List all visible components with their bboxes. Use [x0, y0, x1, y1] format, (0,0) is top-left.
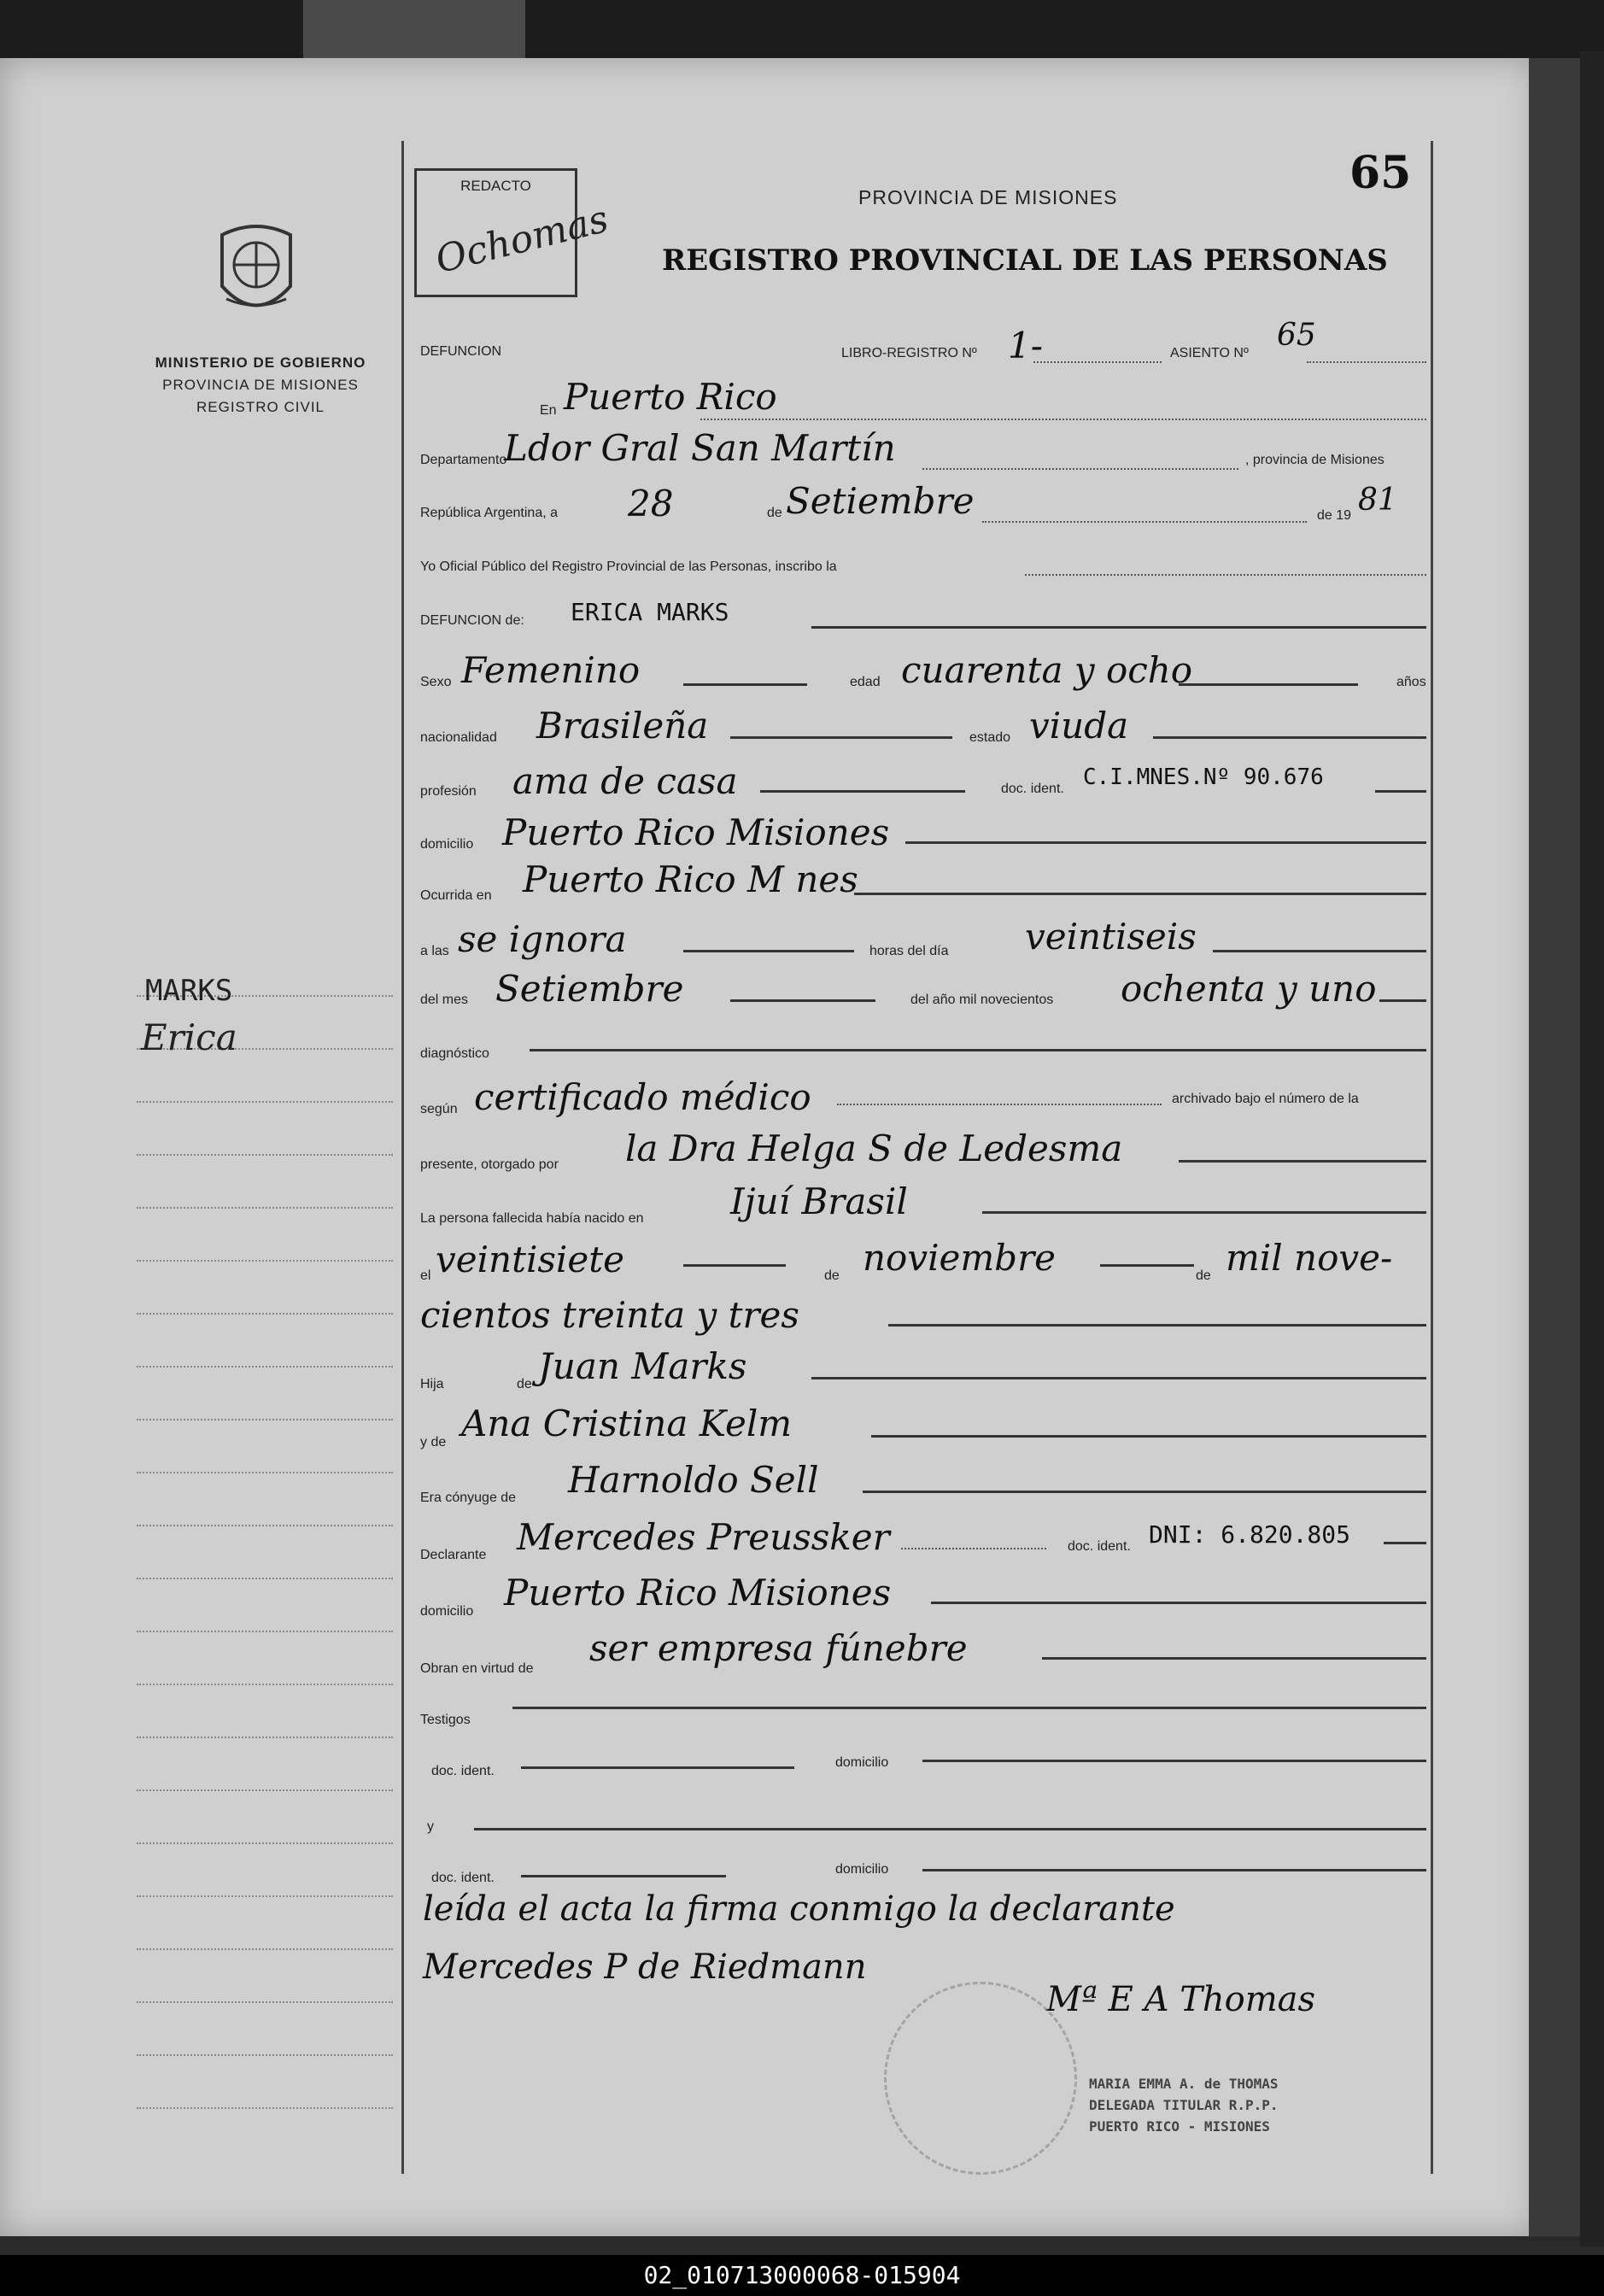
declarante-dom-label: domicilio: [420, 1604, 474, 1619]
registry-heading: REGISTRO PROVINCIAL DE LAS PERSONAS: [662, 243, 1388, 278]
defuncion-de-line: [811, 626, 1426, 629]
domicilio-line: [905, 841, 1426, 844]
asiento-label: ASIENTO Nº: [1170, 346, 1249, 360]
declarante-doc-value: DNI: 6.820.805: [1149, 1520, 1351, 1549]
libro-label: LIBRO-REGISTRO Nº: [841, 346, 977, 360]
margin-rule: [137, 1842, 393, 1844]
en-value: Puerto Rico: [564, 376, 777, 418]
ministry-line: MINISTERIO DE GOBIERNO: [155, 354, 366, 371]
image-id-footer: 02_010713000068-015904: [0, 2255, 1604, 2296]
ocurrida-label: Ocurrida en: [420, 888, 492, 903]
declarante-dom-line: [931, 1602, 1426, 1604]
margin-rule: [137, 1366, 393, 1368]
margin-rule: [137, 1154, 393, 1156]
departamento-line: [922, 468, 1238, 470]
province-line: PROVINCIA DE MISIONES: [162, 377, 359, 393]
redacto-box: [414, 168, 613, 297]
domicilio-value: Puerto Rico Misiones: [502, 811, 890, 853]
a-las-label: a las: [420, 944, 449, 958]
en-label: En: [540, 403, 557, 418]
right-edge: [1580, 51, 1604, 2246]
en-line: [700, 419, 1426, 420]
y-de-value: Ana Cristina Kelm: [461, 1403, 793, 1444]
horas-value: veintiseis: [1025, 916, 1197, 958]
doc-ident-label: doc. ident.: [1001, 782, 1064, 796]
de2-label: de: [824, 1268, 840, 1283]
presente-line: [1179, 1160, 1426, 1163]
margin-rule: [137, 1313, 393, 1315]
republica-label: República Argentina, a: [420, 506, 558, 520]
del-anio-label: del año mil novecientos: [910, 993, 1054, 1007]
de-label: de: [767, 506, 782, 520]
testigo1-dom-label: domicilio: [835, 1755, 889, 1770]
continuation-value: cientos treinta y tres: [420, 1294, 799, 1336]
hija-value: Juan Marks: [538, 1345, 747, 1387]
conyuge-label: Era cónyuge de: [420, 1491, 517, 1505]
del-mes-label: del mes: [420, 993, 469, 1007]
book-spine: [1529, 58, 1580, 2236]
ocurrida-line: [854, 893, 1426, 895]
declarante-label: Declarante: [420, 1548, 487, 1562]
ministry-block: [128, 352, 393, 419]
margin-rule: [137, 1525, 393, 1526]
nacido-value: Ijuí Brasil: [730, 1180, 908, 1222]
margin-rule: [137, 1207, 393, 1209]
conyuge-line: [863, 1491, 1426, 1493]
asiento-line: [1307, 361, 1426, 363]
defuncion-label: DEFUNCION: [420, 344, 502, 359]
de3-value: mil nove-: [1226, 1237, 1393, 1279]
presente-label: presente, otorgado por: [420, 1157, 559, 1172]
mes-value: Setiembre: [786, 480, 975, 522]
y-de-label: y de: [420, 1435, 447, 1450]
hija-label: Hija: [420, 1377, 444, 1391]
margin-rule: [137, 1472, 393, 1473]
del-anio-line: [1379, 999, 1426, 1002]
edad-label: edad: [850, 675, 881, 689]
horas-line: [1213, 950, 1426, 952]
estado-label: estado: [969, 730, 1011, 745]
stamp-line2: DELEGADA TITULAR R.P.P.: [1089, 2097, 1279, 2113]
official-seal-icon: [884, 1982, 1077, 2175]
margin-rule: [137, 1101, 393, 1103]
margin-rule: [137, 1419, 393, 1420]
archivado-label: archivado bajo el número de la: [1172, 1092, 1359, 1106]
declarante-doc-line: [1384, 1542, 1426, 1544]
diagnostico-label: diagnóstico: [420, 1046, 489, 1061]
margin-rule: [137, 2107, 393, 2109]
departamento-value: Ldor Gral San Martín: [504, 427, 896, 469]
segun-label: según: [420, 1102, 458, 1116]
province-heading: PROVINCIA DE MISIONES: [858, 186, 1118, 208]
segun-line: [837, 1104, 1162, 1105]
anio-value: 81: [1358, 483, 1397, 518]
oficial-text: Yo Oficial Público del Registro Provincial de las Personas, inscribo la: [420, 559, 837, 574]
de3-label: de: [1196, 1268, 1211, 1283]
horas-label: horas del día: [869, 944, 949, 958]
testigo1-doc-line: [521, 1766, 794, 1769]
edad-value: cuarenta y ocho: [901, 649, 1193, 691]
diagnostico-line: [530, 1049, 1426, 1051]
profesion-value: ama de casa: [512, 760, 738, 802]
asiento-value: 65: [1277, 318, 1316, 353]
nacionalidad-line: [730, 736, 952, 739]
doc-ident-line: [1375, 790, 1426, 793]
conyuge-value: Harnoldo Sell: [568, 1459, 819, 1501]
de2-line: [1100, 1264, 1194, 1267]
continuation-line: [888, 1324, 1426, 1327]
hija-line: [811, 1377, 1426, 1379]
margin-rule: [137, 1895, 393, 1897]
y-de-line: [871, 1435, 1426, 1438]
anos-label: años: [1396, 675, 1426, 689]
declarante-signature: Mercedes P de Riedmann: [423, 1948, 867, 1987]
defuncion-de-value: ERICA MARKS: [571, 598, 729, 626]
redacto-label: REDACTO: [460, 178, 531, 194]
doc-ident-value: C.I.MNES.Nº 90.676: [1083, 764, 1324, 790]
estado-line: [1153, 736, 1426, 739]
margin-rule: [137, 1684, 393, 1685]
sexo-value: Femenino: [461, 649, 641, 691]
stamp-line1: MARIA EMMA A. de THOMAS: [1089, 2076, 1279, 2092]
official-signature: Mª E A Thomas: [1046, 1980, 1316, 2019]
y-label: y: [427, 1819, 434, 1834]
margin-rule: [137, 1631, 393, 1632]
testigo2-dom-line: [922, 1869, 1426, 1871]
a-las-line: [683, 950, 854, 952]
declarante-dom-value: Puerto Rico Misiones: [504, 1572, 892, 1614]
testigo2-doc-line: [521, 1875, 726, 1877]
testigo1-dom-line: [922, 1760, 1426, 1762]
obran-value: ser empresa fúnebre: [589, 1627, 968, 1669]
nacido-label: La persona fallecida había nacido en: [420, 1211, 644, 1226]
margin-rule: [137, 1578, 393, 1579]
margin-rule: [137, 2001, 393, 2003]
redacto-signature: Ochomas: [430, 196, 613, 283]
ocurrida-value: Puerto Rico M nes: [523, 858, 858, 900]
el-line: [683, 1264, 786, 1267]
testigo2-doc-label: doc. ident.: [431, 1871, 495, 1885]
nacionalidad-value: Brasileña: [536, 705, 709, 747]
profesion-label: profesión: [420, 784, 477, 799]
presente-value: la Dra Helga S de Ledesma: [625, 1128, 1123, 1169]
left-rule: [401, 141, 404, 2174]
nacionalidad-label: nacionalidad: [420, 730, 497, 745]
libro-value: 1-: [1008, 325, 1043, 366]
margin-surname: MARKS: [145, 974, 233, 1008]
obran-line: [1042, 1657, 1426, 1660]
segun-value: certificado médico: [474, 1076, 811, 1118]
del-mes-line: [730, 999, 875, 1002]
declarante-doc-label: doc. ident.: [1068, 1539, 1131, 1554]
testigo2-dom-label: domicilio: [835, 1862, 889, 1877]
a-las-value: se ignora: [458, 918, 627, 960]
profesion-line: [760, 790, 965, 793]
margin-rule: [137, 1789, 393, 1791]
sexo-line: [683, 683, 807, 686]
oficial-line: [1025, 574, 1426, 576]
departamento-label: Departamento: [420, 453, 507, 467]
el-label: el: [420, 1268, 431, 1283]
defuncion-de-label: DEFUNCION de:: [420, 613, 524, 628]
page-number: 65: [1349, 147, 1412, 199]
margin-rule: [137, 1260, 393, 1262]
dia-value: 28: [628, 483, 674, 524]
margin-rule: [137, 1737, 393, 1738]
nacido-line: [982, 1211, 1426, 1214]
y-line: [474, 1828, 1426, 1830]
testigos-line: [512, 1707, 1426, 1709]
right-rule: [1431, 141, 1433, 2174]
el-value: veintisiete: [436, 1239, 624, 1280]
edad-line: [1179, 683, 1358, 686]
libro-line: [1033, 361, 1162, 363]
provincia-suffix: , provincia de Misiones: [1245, 453, 1384, 467]
sexo-label: Sexo: [420, 675, 452, 689]
leida-text: leída el acta la firma conmigo la declarante: [423, 1889, 1175, 1929]
margin-rule: [137, 1948, 393, 1950]
testigo1-doc-label: doc. ident.: [431, 1764, 495, 1778]
de-don-label: de: [517, 1377, 532, 1391]
mes-line: [982, 521, 1307, 523]
obran-label: Obran en virtud de: [420, 1661, 534, 1676]
testigos-label: Testigos: [420, 1713, 471, 1727]
margin-given-name: Erica: [141, 1016, 237, 1058]
de2-value: noviembre: [863, 1237, 1056, 1279]
book-edge: [303, 0, 525, 60]
domicilio-label: domicilio: [420, 837, 474, 852]
anio-label: de 19: [1317, 508, 1352, 523]
coat-of-arms-icon: [209, 218, 303, 329]
del-anio-value: ochenta y uno: [1121, 968, 1377, 1010]
declarante-line: [901, 1548, 1046, 1549]
del-mes-value: Setiembre: [495, 968, 684, 1010]
registry-line: REGISTRO CIVIL: [196, 399, 325, 415]
margin-rule: [137, 2054, 393, 2056]
declarante-value: Mercedes Preussker: [517, 1516, 890, 1558]
stamp-line3: PUERTO RICO - MISIONES: [1089, 2118, 1270, 2135]
estado-value: viuda: [1029, 705, 1129, 747]
